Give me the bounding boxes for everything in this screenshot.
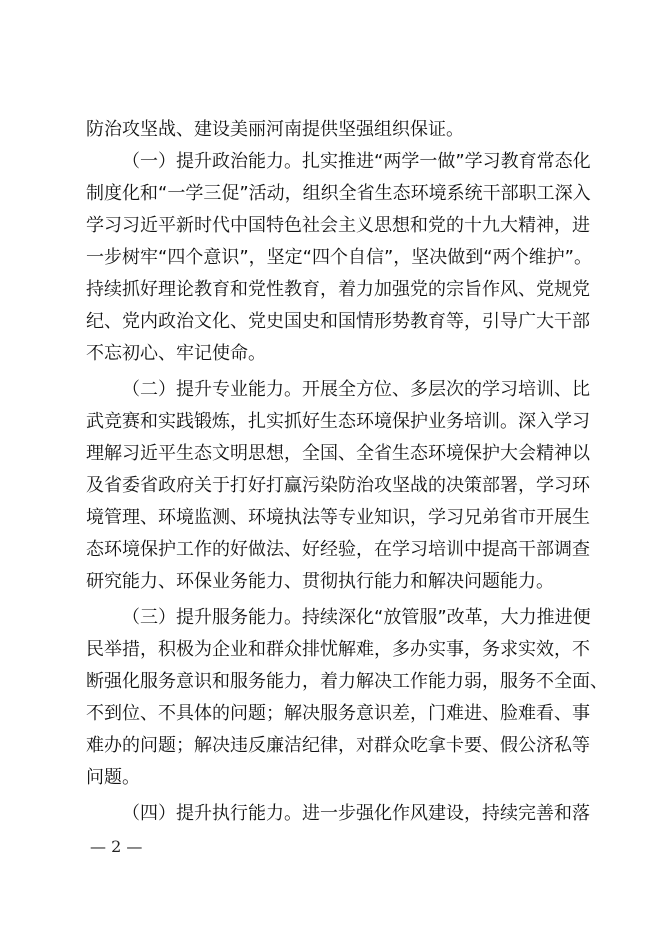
paragraph-line: 难办的问题；解决违反廉洁纪律，对群众吃拿卡要、假公济私等	[86, 735, 590, 756]
paragraph-line: 制度化和“一学三促”活动，组织全省生态环境系统干部职工深入	[86, 183, 591, 204]
paragraph-line: 不到位、不具体的问题；解决服务意识差，门难进、脸难看、事	[86, 703, 590, 724]
paragraph-line: 持续抓好理论教育和党性教育，着力加强党的宗旨作风、党规党	[86, 279, 590, 300]
paragraph-heading-line: （二）提升专业能力。开展全方位、多层次的学习培训、比	[122, 379, 590, 400]
paragraph-line: 纪、党内政治文化、党史国史和国情形势教育等，引导广大干部	[86, 311, 590, 332]
paragraph-line: 民举措，积极为企业和群众排忧解难，多办实事，务求实效，不	[86, 639, 590, 660]
paragraph-line: 学习习近平新时代中国特色社会主义思想和党的十九大精神，进	[86, 215, 590, 236]
paragraph-line: 及省委省政府关于打好打赢污染防治攻坚战的决策部署，学习环	[86, 475, 590, 496]
paragraph-line: 一步树牢“四个意识”，坚定“四个自信”，坚决做到“两个维护”。	[86, 247, 592, 268]
page-number: — 2 —	[90, 837, 143, 856]
paragraph-line: 防治攻坚战、建设美丽河南提供坚强组织保证。	[86, 119, 464, 140]
paragraph-line: 断强化服务意识和服务能力，着力解决工作能力弱，服务不全面、	[86, 671, 608, 692]
paragraph-line: 问题。	[86, 767, 140, 788]
paragraph-heading-line: （一）提升政治能力。扎实推进“两学一做”学习教育常态化	[122, 151, 591, 172]
paragraph-heading-line: （四）提升执行能力。进一步强化作风建设，持续完善和落	[122, 803, 590, 824]
paragraph-line: 理解习近平生态文明思想，全国、全省生态环境保护大会精神以	[86, 443, 590, 464]
paragraph-heading-line: （三）提升服务能力。持续深化“放管服”改革，大力推进便	[122, 607, 591, 628]
paragraph-line: 态环境保护工作的好做法、好经验，在学习培训中提高干部调查	[86, 539, 590, 560]
paragraph-line: 境管理、环境监测、环境执法等专业知识，学习兄弟省市开展生	[86, 507, 590, 528]
paragraph-line: 不忘初心、牢记使命。	[86, 343, 266, 364]
paragraph-line: 研究能力、环保业务能力、贯彻执行能力和解决问题能力。	[86, 571, 554, 592]
paragraph-line: 武竞赛和实践锻炼，扎实抓好生态环境保护业务培训。深入学习	[86, 411, 590, 432]
